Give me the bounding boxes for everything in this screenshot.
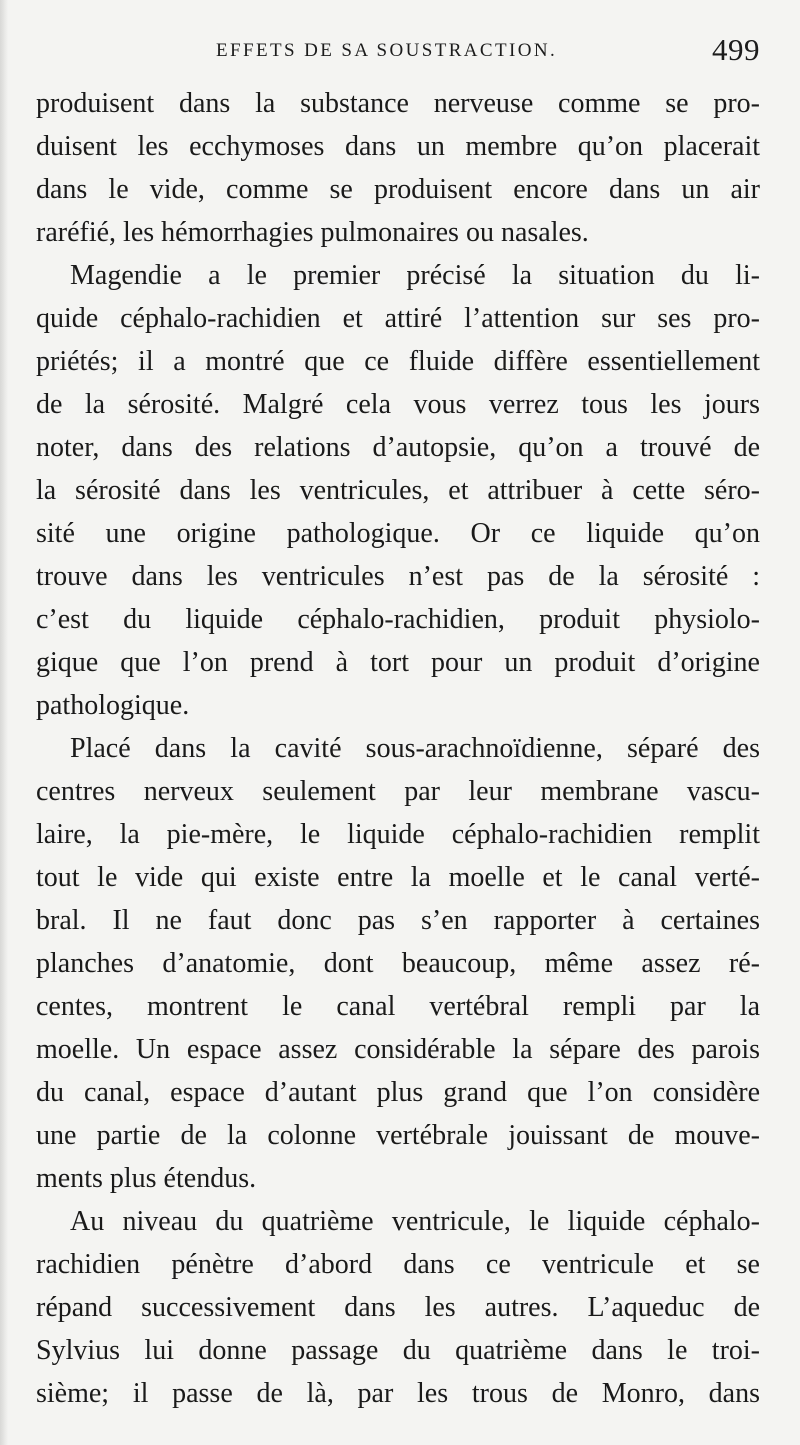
text-line: sité une origine pathologique. Or ce liquide qu’on [36,518,760,549]
text-line: trouve dans les ventricules n’est pas de la sérosité : [36,561,760,592]
text-line: planches d’anatomie, dont beaucoup, même assez ré- [36,948,760,979]
text-line: c’est du liquide céphalo-rachidien, produit physiolo- [36,604,760,635]
text-line: centes, montrent le canal vertébral rempli par la [36,991,760,1022]
text-line: moelle. Un espace assez considérable la sépare des parois [36,1034,760,1065]
text-line: Sylvius lui donne passage du quatrième dans le troi- [36,1335,760,1366]
text-line: sième; il passe de là, par les trous de Monro, dans [36,1378,760,1409]
text-line: noter, dans des relations d’autopsie, qu’on a trouvé de [36,432,760,463]
text-line: Au niveau du quatrième ventricule, le liquide céphalo- [70,1206,760,1237]
text-line: pathologique. [36,690,190,721]
text-line: de la sérosité. Malgré cela vous verrez tous les jours [36,389,760,420]
text-line: duisent les ecchymoses dans un membre qu’on placerait [36,131,760,162]
paragraph [36,727,760,1200]
text-line: ments plus étendus. [36,1163,257,1194]
text-line: répand successivement dans les autres. L’aqueduc de [36,1292,760,1323]
page-edge-shadow [0,0,8,1445]
text-line: quide céphalo-rachidien et attiré l’attention sur ses pro- [36,303,760,334]
text-line: produisent dans la substance nerveuse comme se pro- [36,88,760,119]
text-line: priétés; il a montré que ce fluide diffère essentiellement [36,346,760,377]
body-text [36,82,760,1415]
paragraph [36,1200,760,1415]
text-line: dans le vide, comme se produisent encore dans un air [36,174,760,205]
text-line: une partie de la colonne vertébrale jouissant de mouve- [36,1120,760,1151]
text-line: Magendie a le premier précisé la situation du li- [70,260,760,291]
text-line: centres nerveux seulement par leur membrane vascu- [36,776,760,807]
running-head-title: EFFETS DE SA SOUSTRACTION. [216,40,558,61]
text-line: la sérosité dans les ventricules, et attribuer à cette séro- [36,475,760,506]
page-number: 499 [712,32,760,67]
text-line: laire, la pie-mère, le liquide céphalo-rachidien remplit [36,819,760,850]
text-line: rachidien pénètre d’abord dans ce ventricule et se [36,1249,760,1280]
paragraph [36,254,760,727]
paragraph [36,82,760,254]
text-line: tout le vide qui existe entre la moelle et le canal verté- [36,862,760,893]
text-line: du canal, espace d’autant plus grand que l’on considère [36,1077,760,1108]
text-line: bral. Il ne faut donc pas s’en rapporter à certaines [36,905,760,936]
text-line: Placé dans la cavité sous-arachnoïdienne, séparé des [70,733,760,764]
text-line: raréfié, les hémorrhagies pulmonaires ou nasales. [36,217,589,248]
text-line: gique que l’on prend à tort pour un produit d’origine [36,647,760,678]
running-head [34,32,760,72]
